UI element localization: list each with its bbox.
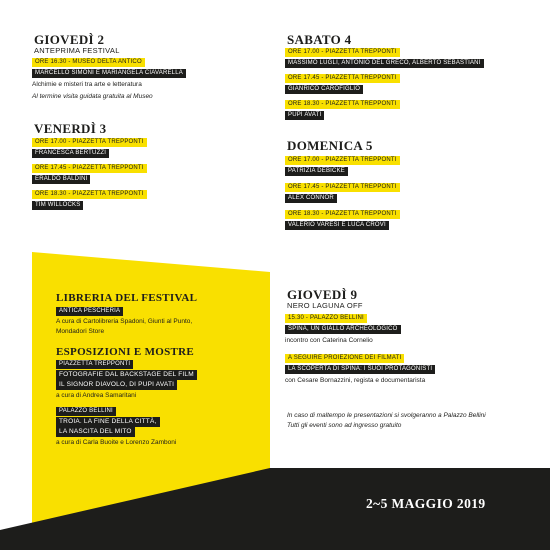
giovedi9-title: GIOVEDÌ 9 [287,287,358,302]
sabato4-slot2-time: ORE 17.45 - PIAZZETTA TREPPONTI [285,74,400,83]
venerdi3-slot-3 [32,190,147,210]
esposizioni-title: ESPOSIZIONI E MOSTRE [56,346,195,358]
libreria-place-tag: ANTICA PESCHERIA [56,307,123,316]
giovedi2-guests-tag: MARCELLO SIMONI E MARIANGELA CIAVARELLA [32,69,186,78]
venerdi3-slot3-time: ORE 18.30 - PIAZZETTA TREPPONTI [32,190,147,199]
domenica5-slot-1 [285,156,400,176]
libreria-line1: A cura di Cartolibreria Spadoni, Giunti al Punto, [56,318,193,325]
sabato4-slot-2 [285,74,400,94]
domenica5-slot-2 [285,183,400,203]
domenica5-slot3-time: ORE 18.30 - PIAZZETTA TREPPONTI [285,210,400,219]
sabato4-title: SABATO 4 [287,32,352,47]
esposizioni-section [56,346,197,448]
venerdi3-slot-2 [32,164,147,184]
esposizioni-curator2: a cura di Carla Buoite e Lorenzo Zamboni [56,439,177,446]
domenica5-title: DOMENICA 5 [287,138,373,153]
domenica5-slot2-time: ORE 17.45 - PIAZZETTA TREPPONTI [285,183,400,192]
esposizioni-show1-line1: FOTOGRAFIE DAL BACKSTAGE DEL FILM [56,370,197,380]
domenica5-slot3-guest: VALERIO VARESI E LUCA CROVI [285,221,389,230]
venerdi3-slot2-time: ORE 17.45 - PIAZZETTA TREPPONTI [32,164,147,173]
venerdi3-slot-1 [32,138,147,158]
esposizioni-curator1: a cura di Andrea Samaritani [56,392,137,399]
giovedi9-place-tag: 15.30 - PALAZZO BELLINI [285,314,367,323]
venerdi3-slot1-time: ORE 17.00 - PIAZZETTA TREPPONTI [32,138,147,147]
libreria-title: LIBRERIA DEL FESTIVAL [56,292,198,304]
domenica5-slot2-guest: ALEX CONNOR [285,194,337,203]
notes-line2: Tutti gli eventi sono ad ingresso gratuito [287,422,402,429]
venerdi3-slot1-guest: FRANCESCA BERTUZZI [32,149,109,158]
notes-block [287,411,486,431]
sabato4-slot-1 [285,48,484,68]
sabato4-slot-3 [285,100,400,120]
esposizioni-show1-line2: IL SIGNOR DIAVOLO, DI PUPI AVATI [56,380,177,390]
libreria-line2: Mondadori Store [56,328,105,335]
sabato4-slot3-time: ORE 18.30 - PIAZZETTA TREPPONTI [285,100,400,109]
giovedi2-title: GIOVEDÌ 2 [34,32,105,47]
esposizioni-show2-line1: TROIA. LA FINE DELLA CITTÀ, [56,417,160,427]
notes-line1: In caso di maltempo le presentazioni si svolgeranno a Palazzo Bellini [287,412,486,419]
esposizioni-place2-tag: PALAZZO BELLINI [56,407,116,416]
sabato4-slot3-guest: PUPI AVATI [285,111,324,120]
giovedi9-film-tag: LA SCOPERTA DI SPINA: I SUOI PROTAGONISTI [285,365,435,374]
giovedi9-with: con Cesare Bornazzini, regista e documentarista [285,377,426,384]
giovedi2-event: Alchimie e misteri tra arte e letteratura [32,81,142,88]
domenica5-slot1-time: ORE 17.00 - PIAZZETTA TREPPONTI [285,156,400,165]
giovedi9-after-tag: A SEGUIRE PROIEZIONE DEI FILMATI [285,354,404,363]
giovedi9-block [285,314,435,386]
sabato4-slot1-guest: MASSIMO LUGLI, ANTONIO DEL GRECO, ALBERTO SEBASTIANI [285,59,484,68]
esposizioni-place1-tag: PIAZZETTA TREPPONTI [56,360,133,369]
giovedi2-place-tag: ORE 16.30 - MUSEO DELTA ANTICO [32,58,145,67]
giovedi9-subtitle: NERO LAGUNA OFF [287,301,363,310]
sabato4-slot2-guest: GIANRICO CAROFIGLIO [285,85,363,94]
libreria-section [56,292,197,337]
giovedi9-event-tag: SPINA, UN GIALLO ARCHEOLOGICO [285,325,401,334]
domenica5-slot-3 [285,210,400,230]
domenica5-slot1-guest: PATRIZIA DEBICKE [285,167,348,176]
esposizioni-show2-line2: LA NASCITA DEL MITO [56,427,135,437]
festival-dates: 2~5 MAGGIO 2019 [366,496,486,511]
giovedi9-meet: incontro con Caterina Cornelio [285,337,373,344]
giovedi2-block [32,58,186,102]
sabato4-slot1-time: ORE 17.00 - PIAZZETTA TREPPONTI [285,48,400,57]
giovedi2-subtitle: ANTEPRIMA FESTIVAL [34,46,120,55]
giovedi2-note: Al termine visita guidata gratuita al Museo [32,93,153,100]
venerdi3-slot2-guest: ERALDO BALDINI [32,175,90,184]
venerdi3-title: VENERDÌ 3 [34,121,107,136]
venerdi3-slot3-guest: TIM WILLOCKS [32,201,83,210]
